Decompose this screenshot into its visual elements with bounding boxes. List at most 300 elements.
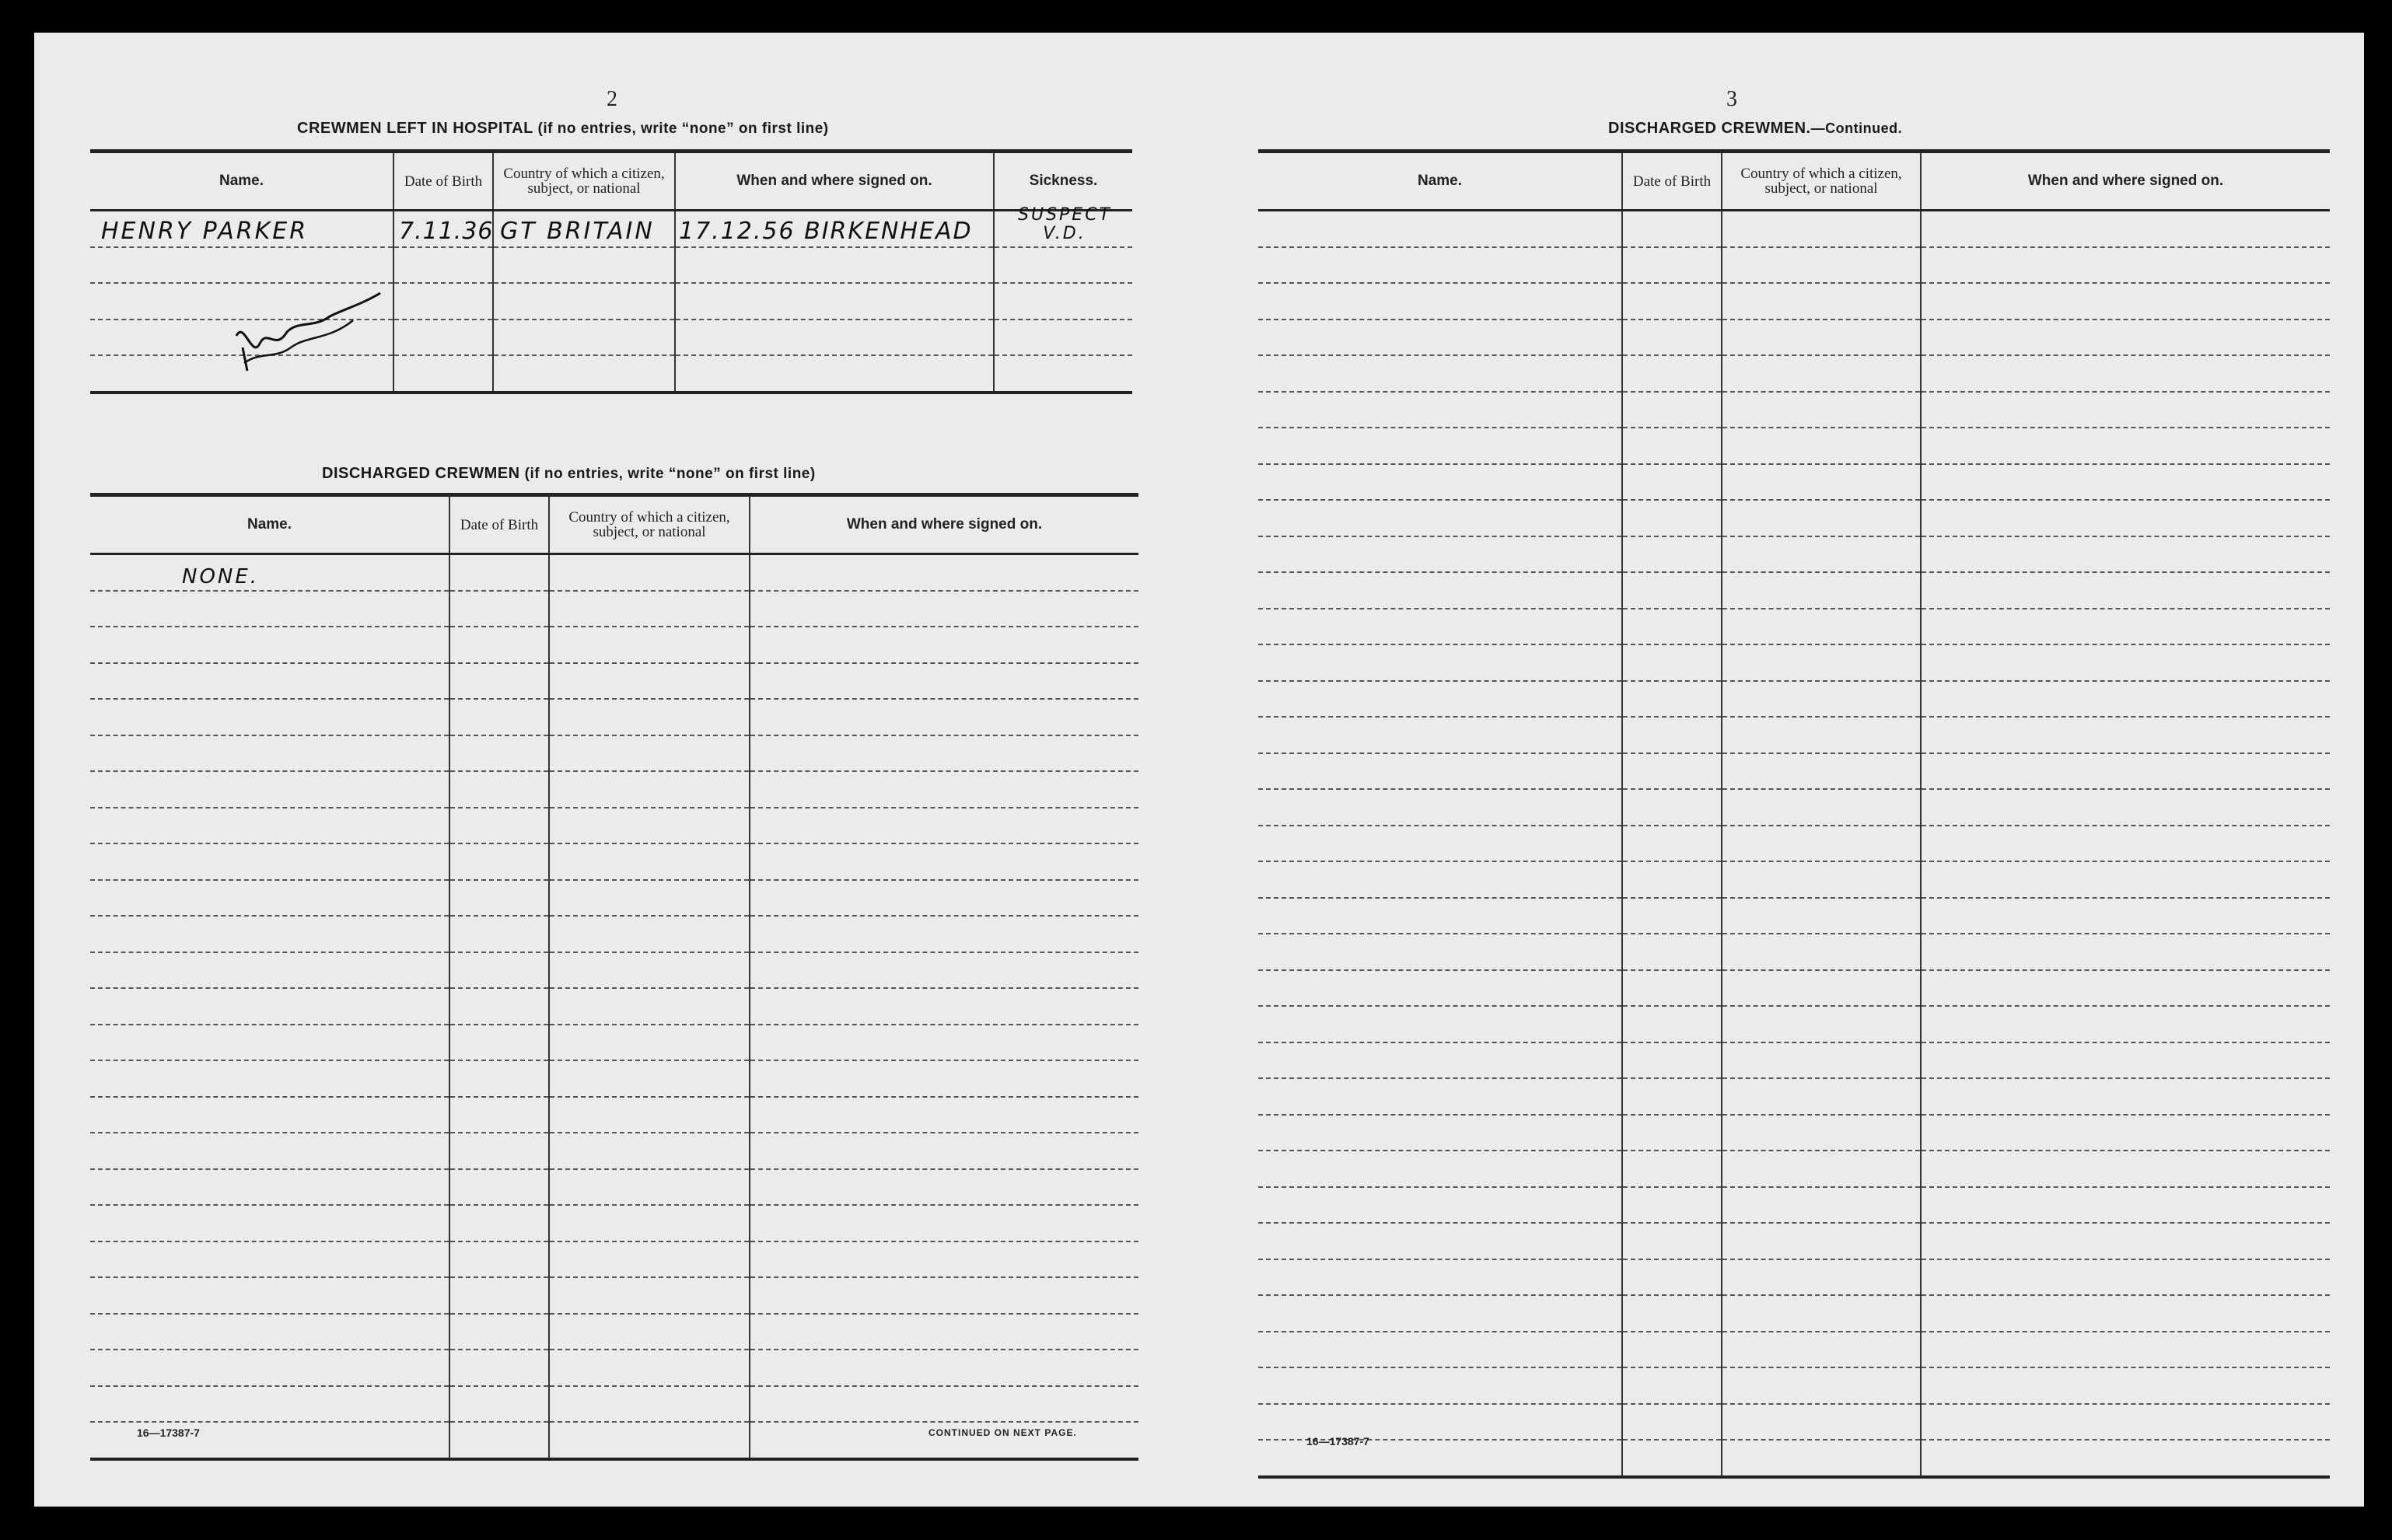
right-title-suffix: —Continued. <box>1810 120 1903 136</box>
blank-cell[interactable] <box>1622 247 1722 284</box>
blank-cell[interactable] <box>90 916 449 952</box>
header-country: Country of which a citizen, subject, or national <box>1722 152 1921 211</box>
blank-cell[interactable] <box>1258 428 1622 464</box>
blank-cell[interactable] <box>549 916 750 952</box>
blank-cell[interactable] <box>90 1097 449 1133</box>
blank-cell[interactable] <box>1722 428 1921 464</box>
blank-cell[interactable] <box>1921 500 2330 536</box>
blank-cell[interactable] <box>90 1025 449 1061</box>
blank-cell[interactable] <box>750 1277 1138 1314</box>
blank-cell[interactable] <box>1722 861 1921 898</box>
blank-cell[interactable] <box>1722 717 1921 753</box>
blank-cell[interactable] <box>1258 355 1622 392</box>
document-sheet <box>34 33 2364 1507</box>
blank-cell[interactable] <box>549 1386 750 1423</box>
table-row <box>90 771 1138 808</box>
blank-cell[interactable] <box>1722 355 1921 392</box>
blank-cell[interactable] <box>1722 500 1921 536</box>
blank-cell[interactable] <box>1622 1367 1722 1404</box>
handwritten-name: HENRY PARKER <box>101 217 309 245</box>
table-row <box>90 843 1138 880</box>
table-row <box>90 916 1138 952</box>
blank-cell[interactable] <box>1722 789 1921 826</box>
right-section-title <box>1608 120 1902 138</box>
blank-cell[interactable] <box>1622 1006 1722 1042</box>
blank-cell[interactable] <box>1258 392 1622 428</box>
blank-cell[interactable] <box>1921 1042 2330 1079</box>
blank-cell[interactable] <box>549 1314 750 1350</box>
blank-cell[interactable] <box>1622 572 1722 609</box>
blank-cell[interactable] <box>449 1422 549 1459</box>
blank-cell[interactable] <box>750 1386 1138 1423</box>
hospital-country-cell[interactable] <box>493 211 675 247</box>
table-row <box>1258 934 2330 970</box>
blank-cell[interactable] <box>1622 428 1722 464</box>
blank-cell[interactable] <box>1921 320 2330 356</box>
blank-cell[interactable] <box>1622 826 1722 862</box>
blank-cell[interactable] <box>1258 934 1622 970</box>
blank-cell[interactable] <box>1258 970 1622 1007</box>
table-row <box>1258 1332 2330 1368</box>
blank-cell[interactable] <box>90 880 449 917</box>
blank-cell[interactable] <box>1722 934 1921 970</box>
blank-cell[interactable] <box>1921 861 2330 898</box>
blank-cell[interactable] <box>1622 681 1722 718</box>
blank-cell[interactable] <box>1921 572 2330 609</box>
blank-cell[interactable] <box>1258 898 1622 934</box>
blank-cell[interactable] <box>1921 1078 2330 1115</box>
blank-cell[interactable] <box>1622 500 1722 536</box>
blank-cell[interactable] <box>449 735 549 772</box>
blank-cell[interactable] <box>449 1205 549 1241</box>
blank-cell[interactable] <box>1722 1367 1921 1404</box>
blank-cell[interactable] <box>1722 970 1921 1007</box>
blank-cell[interactable] <box>1921 1006 2330 1042</box>
table-row <box>1258 861 2330 898</box>
blank-cell[interactable] <box>90 699 449 735</box>
table-row <box>90 699 1138 735</box>
blank-cell[interactable] <box>549 952 750 989</box>
blank-cell[interactable] <box>1258 1259 1622 1296</box>
blank-cell[interactable] <box>1622 283 1722 320</box>
table-row <box>1258 464 2330 501</box>
blank-cell[interactable] <box>1622 536 1722 573</box>
hospital-signed-cell[interactable] <box>675 211 994 247</box>
table-row <box>90 1350 1138 1386</box>
blank-cell[interactable] <box>1622 934 1722 970</box>
blank-cell[interactable] <box>90 663 449 700</box>
header-signed-on: When and where signed on. <box>675 152 994 211</box>
blank-cell[interactable] <box>449 880 549 917</box>
table-row <box>90 211 1132 247</box>
blank-cell[interactable] <box>1622 211 1722 247</box>
table-row <box>1258 500 2330 536</box>
blank-cell[interactable] <box>549 627 750 663</box>
blank-cell[interactable] <box>1921 1295 2330 1332</box>
blank-cell[interactable] <box>1722 644 1921 681</box>
blank-cell[interactable] <box>1921 464 2330 501</box>
table-row <box>1258 970 2330 1007</box>
table-row <box>90 1169 1138 1206</box>
header-name: Name. <box>90 152 393 211</box>
table-row <box>1258 609 2330 645</box>
blank-cell[interactable] <box>1921 247 2330 284</box>
blank-cell[interactable] <box>449 1241 549 1278</box>
blank-cell[interactable] <box>1722 464 1921 501</box>
table-row <box>90 1386 1138 1423</box>
blank-cell[interactable] <box>750 952 1138 989</box>
blank-cell[interactable] <box>90 591 449 627</box>
blank-cell[interactable] <box>449 663 549 700</box>
blank-cell[interactable] <box>90 627 449 663</box>
blank-cell[interactable] <box>1622 898 1722 934</box>
blank-cell[interactable] <box>1622 464 1722 501</box>
blank-cell[interactable] <box>90 1350 449 1386</box>
blank-cell[interactable] <box>1622 609 1722 645</box>
discharged-continued-table <box>1258 149 2330 1479</box>
blank-cell[interactable] <box>90 843 449 880</box>
blank-cell[interactable] <box>1921 536 2330 573</box>
blank-cell[interactable] <box>549 1097 750 1133</box>
handwritten-country: GT BRITAIN <box>500 217 655 245</box>
handwritten-sickness: SUSPECT V.D. <box>1018 204 1112 243</box>
blank-cell[interactable] <box>1258 1042 1622 1079</box>
blank-cell[interactable] <box>1722 536 1921 573</box>
blank-cell[interactable] <box>1722 247 1921 284</box>
blank-cell[interactable] <box>1722 1295 1921 1332</box>
table-row <box>90 952 1138 989</box>
blank-cell[interactable] <box>750 880 1138 917</box>
blank-cell[interactable] <box>449 1025 549 1061</box>
blank-cell[interactable] <box>449 591 549 627</box>
blank-cell[interactable] <box>1258 681 1622 718</box>
blank-cell[interactable] <box>90 1205 449 1241</box>
blank-cell[interactable] <box>1622 970 1722 1007</box>
blank-cell[interactable] <box>449 808 549 844</box>
blank-cell[interactable] <box>90 1133 449 1169</box>
blank-cell[interactable] <box>750 843 1138 880</box>
table-row <box>90 1060 1138 1097</box>
blank-cell[interactable] <box>549 808 750 844</box>
blank-cell[interactable] <box>1921 1223 2330 1259</box>
blank-cell[interactable] <box>1921 1187 2330 1224</box>
blank-cell[interactable] <box>750 988 1138 1025</box>
blank-cell[interactable] <box>90 771 449 808</box>
blank-cell[interactable] <box>1258 572 1622 609</box>
blank-cell[interactable] <box>1258 753 1622 790</box>
blank-cell[interactable] <box>449 771 549 808</box>
blank-cell[interactable] <box>1258 717 1622 753</box>
blank-cell[interactable] <box>1722 1404 1921 1440</box>
blank-cell[interactable] <box>1921 1151 2330 1187</box>
table-row <box>1258 1440 2330 1477</box>
table-row <box>90 808 1138 844</box>
blank-cell[interactable] <box>750 808 1138 844</box>
blank-cell[interactable] <box>1921 1404 2330 1440</box>
blank-cell[interactable] <box>1722 1332 1921 1368</box>
blank-cell[interactable] <box>449 1133 549 1169</box>
blank-cell[interactable] <box>449 627 549 663</box>
header-dob: Date of Birth <box>1622 152 1722 211</box>
blank-cell[interactable] <box>449 916 549 952</box>
blank-cell[interactable] <box>449 1169 549 1206</box>
header-name: Name. <box>90 495 449 554</box>
hospital-section-title <box>297 120 829 138</box>
blank-cell[interactable] <box>1622 1078 1722 1115</box>
blank-cell[interactable] <box>1921 644 2330 681</box>
blank-cell[interactable] <box>750 627 1138 663</box>
blank-cell[interactable] <box>1722 1223 1921 1259</box>
blank-cell[interactable] <box>750 663 1138 700</box>
blank-cell[interactable] <box>1921 1367 2330 1404</box>
hospital-name-cell[interactable] <box>90 211 393 247</box>
blank-cell[interactable] <box>1921 1115 2330 1151</box>
blank-cell[interactable] <box>90 952 449 989</box>
blank-cell[interactable] <box>449 1386 549 1423</box>
table-row <box>1258 572 2330 609</box>
blank-cell[interactable] <box>1258 1223 1622 1259</box>
blank-cell[interactable] <box>1622 1151 1722 1187</box>
blank-cell[interactable] <box>750 916 1138 952</box>
blank-cell[interactable] <box>750 1060 1138 1097</box>
handwritten-none: NONE. <box>182 564 260 588</box>
discharged-instruction: (if no entries, write “none” on first line) <box>524 466 816 482</box>
blank-cell[interactable] <box>750 1350 1138 1386</box>
blank-cell[interactable] <box>1921 934 2330 970</box>
table-row <box>90 988 1138 1025</box>
blank-cell[interactable] <box>1258 247 1622 284</box>
blank-cell[interactable] <box>549 591 750 627</box>
table-row <box>90 1097 1138 1133</box>
blank-cell[interactable] <box>750 1205 1138 1241</box>
blank-cell[interactable] <box>549 1133 750 1169</box>
blank-cell[interactable] <box>549 1205 750 1241</box>
blank-cell[interactable] <box>549 843 750 880</box>
blank-cell[interactable] <box>1921 1259 2330 1296</box>
blank-cell[interactable] <box>1921 717 2330 753</box>
blank-cell[interactable] <box>1258 1006 1622 1042</box>
blank-cell[interactable] <box>1622 1042 1722 1079</box>
table-row <box>90 627 1138 663</box>
blank-cell[interactable] <box>549 880 750 917</box>
blank-cell[interactable] <box>449 988 549 1025</box>
blank-cell[interactable] <box>1258 644 1622 681</box>
blank-cell[interactable] <box>1921 355 2330 392</box>
blank-cell[interactable] <box>750 1025 1138 1061</box>
blank-cell[interactable] <box>1722 283 1921 320</box>
blank-cell[interactable] <box>1258 320 1622 356</box>
table-row <box>1258 392 2330 428</box>
right-title-text: DISCHARGED CREWMEN. <box>1608 120 1811 137</box>
blank-cell[interactable] <box>1921 1332 2330 1368</box>
blank-cell[interactable] <box>1921 428 2330 464</box>
blank-cell[interactable] <box>750 735 1138 772</box>
blank-cell[interactable] <box>1258 1295 1622 1332</box>
blank-cell[interactable] <box>1722 1187 1921 1224</box>
blank-cell[interactable] <box>1258 1151 1622 1187</box>
table-row <box>90 591 1138 627</box>
blank-cell[interactable] <box>549 663 750 700</box>
blank-cell[interactable] <box>1921 283 2330 320</box>
blank-cell[interactable] <box>1921 826 2330 862</box>
table-row <box>1258 644 2330 681</box>
blank-cell[interactable] <box>1722 898 1921 934</box>
blank-cell[interactable] <box>1921 753 2330 790</box>
blank-cell[interactable] <box>449 952 549 989</box>
table-row <box>1258 1404 2330 1440</box>
table-row <box>90 1205 1138 1241</box>
blank-cell[interactable] <box>1258 826 1622 862</box>
blank-cell[interactable] <box>449 843 549 880</box>
blank-cell[interactable] <box>90 1241 449 1278</box>
blank-cell[interactable] <box>1622 1404 1722 1440</box>
blank-cell[interactable] <box>1722 1115 1921 1151</box>
blank-cell[interactable] <box>90 1169 449 1206</box>
blank-cell[interactable] <box>449 1314 549 1350</box>
blank-cell[interactable] <box>1258 789 1622 826</box>
blank-cell[interactable] <box>1258 464 1622 501</box>
blank-cell[interactable] <box>1258 211 1622 247</box>
blank-cell[interactable] <box>1921 392 2330 428</box>
blank-cell[interactable] <box>1921 898 2330 934</box>
blank-cell[interactable] <box>1622 753 1722 790</box>
blank-cell[interactable] <box>549 735 750 772</box>
blank-cell[interactable] <box>449 1277 549 1314</box>
blank-cell[interactable] <box>1622 644 1722 681</box>
blank-cell[interactable] <box>1722 320 1921 356</box>
blank-cell[interactable] <box>1722 392 1921 428</box>
blank-cell[interactable] <box>750 1133 1138 1169</box>
table-row <box>1258 428 2330 464</box>
blank-cell[interactable] <box>449 1060 549 1097</box>
blank-cell[interactable] <box>1622 1295 1722 1332</box>
blank-cell[interactable] <box>449 699 549 735</box>
blank-cell[interactable] <box>1921 789 2330 826</box>
blank-cell[interactable] <box>549 988 750 1025</box>
table-row <box>1258 320 2330 356</box>
blank-cell[interactable] <box>1722 1151 1921 1187</box>
table-row <box>1258 826 2330 862</box>
blank-cell[interactable] <box>1722 1078 1921 1115</box>
blank-cell[interactable] <box>750 771 1138 808</box>
blank-cell[interactable] <box>1622 717 1722 753</box>
blank-cell[interactable] <box>750 699 1138 735</box>
blank-cell[interactable] <box>549 1241 750 1278</box>
blank-cell[interactable] <box>1722 1006 1921 1042</box>
blank-cell[interactable] <box>1258 1078 1622 1115</box>
blank-cell[interactable] <box>549 1350 750 1386</box>
blank-cell[interactable] <box>1622 861 1722 898</box>
blank-cell[interactable] <box>1258 1187 1622 1224</box>
blank-cell[interactable] <box>1622 1259 1722 1296</box>
hospital-dob-cell[interactable] <box>393 211 493 247</box>
blank-cell[interactable] <box>1258 1367 1622 1404</box>
blank-cell[interactable] <box>1622 1115 1722 1151</box>
blank-cell[interactable] <box>1258 536 1622 573</box>
blank-cell[interactable] <box>1921 609 2330 645</box>
blank-cell[interactable] <box>90 808 449 844</box>
table-row <box>90 735 1138 772</box>
table-row <box>1258 247 2330 284</box>
discharged-table <box>90 493 1138 1461</box>
blank-cell[interactable] <box>1622 1187 1722 1224</box>
blank-cell[interactable] <box>1722 211 1921 247</box>
blank-cell[interactable] <box>549 1060 750 1097</box>
blank-cell[interactable] <box>1722 681 1921 718</box>
form-id-left: 16—17387-7 <box>137 1427 200 1439</box>
table-row <box>1258 789 2330 826</box>
blank-cell[interactable] <box>750 1314 1138 1350</box>
blank-cell[interactable] <box>1258 283 1622 320</box>
blank-cell[interactable] <box>90 735 449 772</box>
header-country: Country of which a citizen, subject, or national <box>493 152 675 211</box>
blank-cell[interactable] <box>750 591 1138 627</box>
blank-cell[interactable] <box>1722 1440 1921 1477</box>
blank-cell[interactable] <box>750 1169 1138 1206</box>
blank-cell[interactable] <box>1622 1440 1722 1477</box>
blank-cell[interactable] <box>549 1422 750 1459</box>
table-row <box>1258 1078 2330 1115</box>
blank-cell[interactable] <box>1722 826 1921 862</box>
blank-cell[interactable] <box>1622 392 1722 428</box>
discharged-title-text: DISCHARGED CREWMEN <box>322 465 520 482</box>
blank-cell[interactable] <box>1722 1259 1921 1296</box>
blank-cell[interactable] <box>1722 609 1921 645</box>
blank-cell[interactable] <box>90 988 449 1025</box>
header-dob: Date of Birth <box>393 152 493 211</box>
blank-cell[interactable] <box>549 1277 750 1314</box>
blank-cell[interactable] <box>1921 681 2330 718</box>
blank-cell[interactable] <box>1258 500 1622 536</box>
blank-cell[interactable] <box>549 1025 750 1061</box>
blank-cell[interactable] <box>549 699 750 735</box>
blank-cell[interactable] <box>1921 211 2330 247</box>
blank-cell[interactable] <box>1622 1332 1722 1368</box>
blank-cell[interactable] <box>1258 609 1622 645</box>
blank-cell[interactable] <box>1622 320 1722 356</box>
blank-cell[interactable] <box>1258 1332 1622 1368</box>
blank-cell[interactable] <box>90 1060 449 1097</box>
blank-cell[interactable] <box>549 1169 750 1206</box>
blank-cell[interactable] <box>90 1314 449 1350</box>
blank-cell[interactable] <box>449 1097 549 1133</box>
blank-cell[interactable] <box>1622 355 1722 392</box>
blank-cell[interactable] <box>750 1241 1138 1278</box>
blank-cell[interactable] <box>1722 753 1921 790</box>
blank-cell[interactable] <box>1622 1223 1722 1259</box>
blank-cell[interactable] <box>1722 1042 1921 1079</box>
blank-cell[interactable] <box>549 771 750 808</box>
header-name: Name. <box>1258 152 1622 211</box>
table-row <box>1258 1367 2330 1404</box>
blank-cell[interactable] <box>90 1277 449 1314</box>
table-row <box>1258 1295 2330 1332</box>
blank-cell[interactable] <box>750 1097 1138 1133</box>
blank-cell[interactable] <box>90 1386 449 1423</box>
blank-cell[interactable] <box>1258 861 1622 898</box>
blank-cell[interactable] <box>1622 789 1722 826</box>
blank-cell[interactable] <box>1722 572 1921 609</box>
header-country: Country of which a citizen, subject, or national <box>549 495 750 554</box>
table-row <box>1258 1187 2330 1224</box>
blank-cell[interactable] <box>449 1350 549 1386</box>
blank-cell[interactable] <box>1921 1440 2330 1477</box>
discharged-name-cell[interactable] <box>90 554 449 591</box>
table-row <box>90 554 1138 591</box>
hospital-sickness-cell[interactable] <box>994 204 1132 247</box>
blank-cell[interactable] <box>1258 1115 1622 1151</box>
blank-cell[interactable] <box>1921 970 2330 1007</box>
